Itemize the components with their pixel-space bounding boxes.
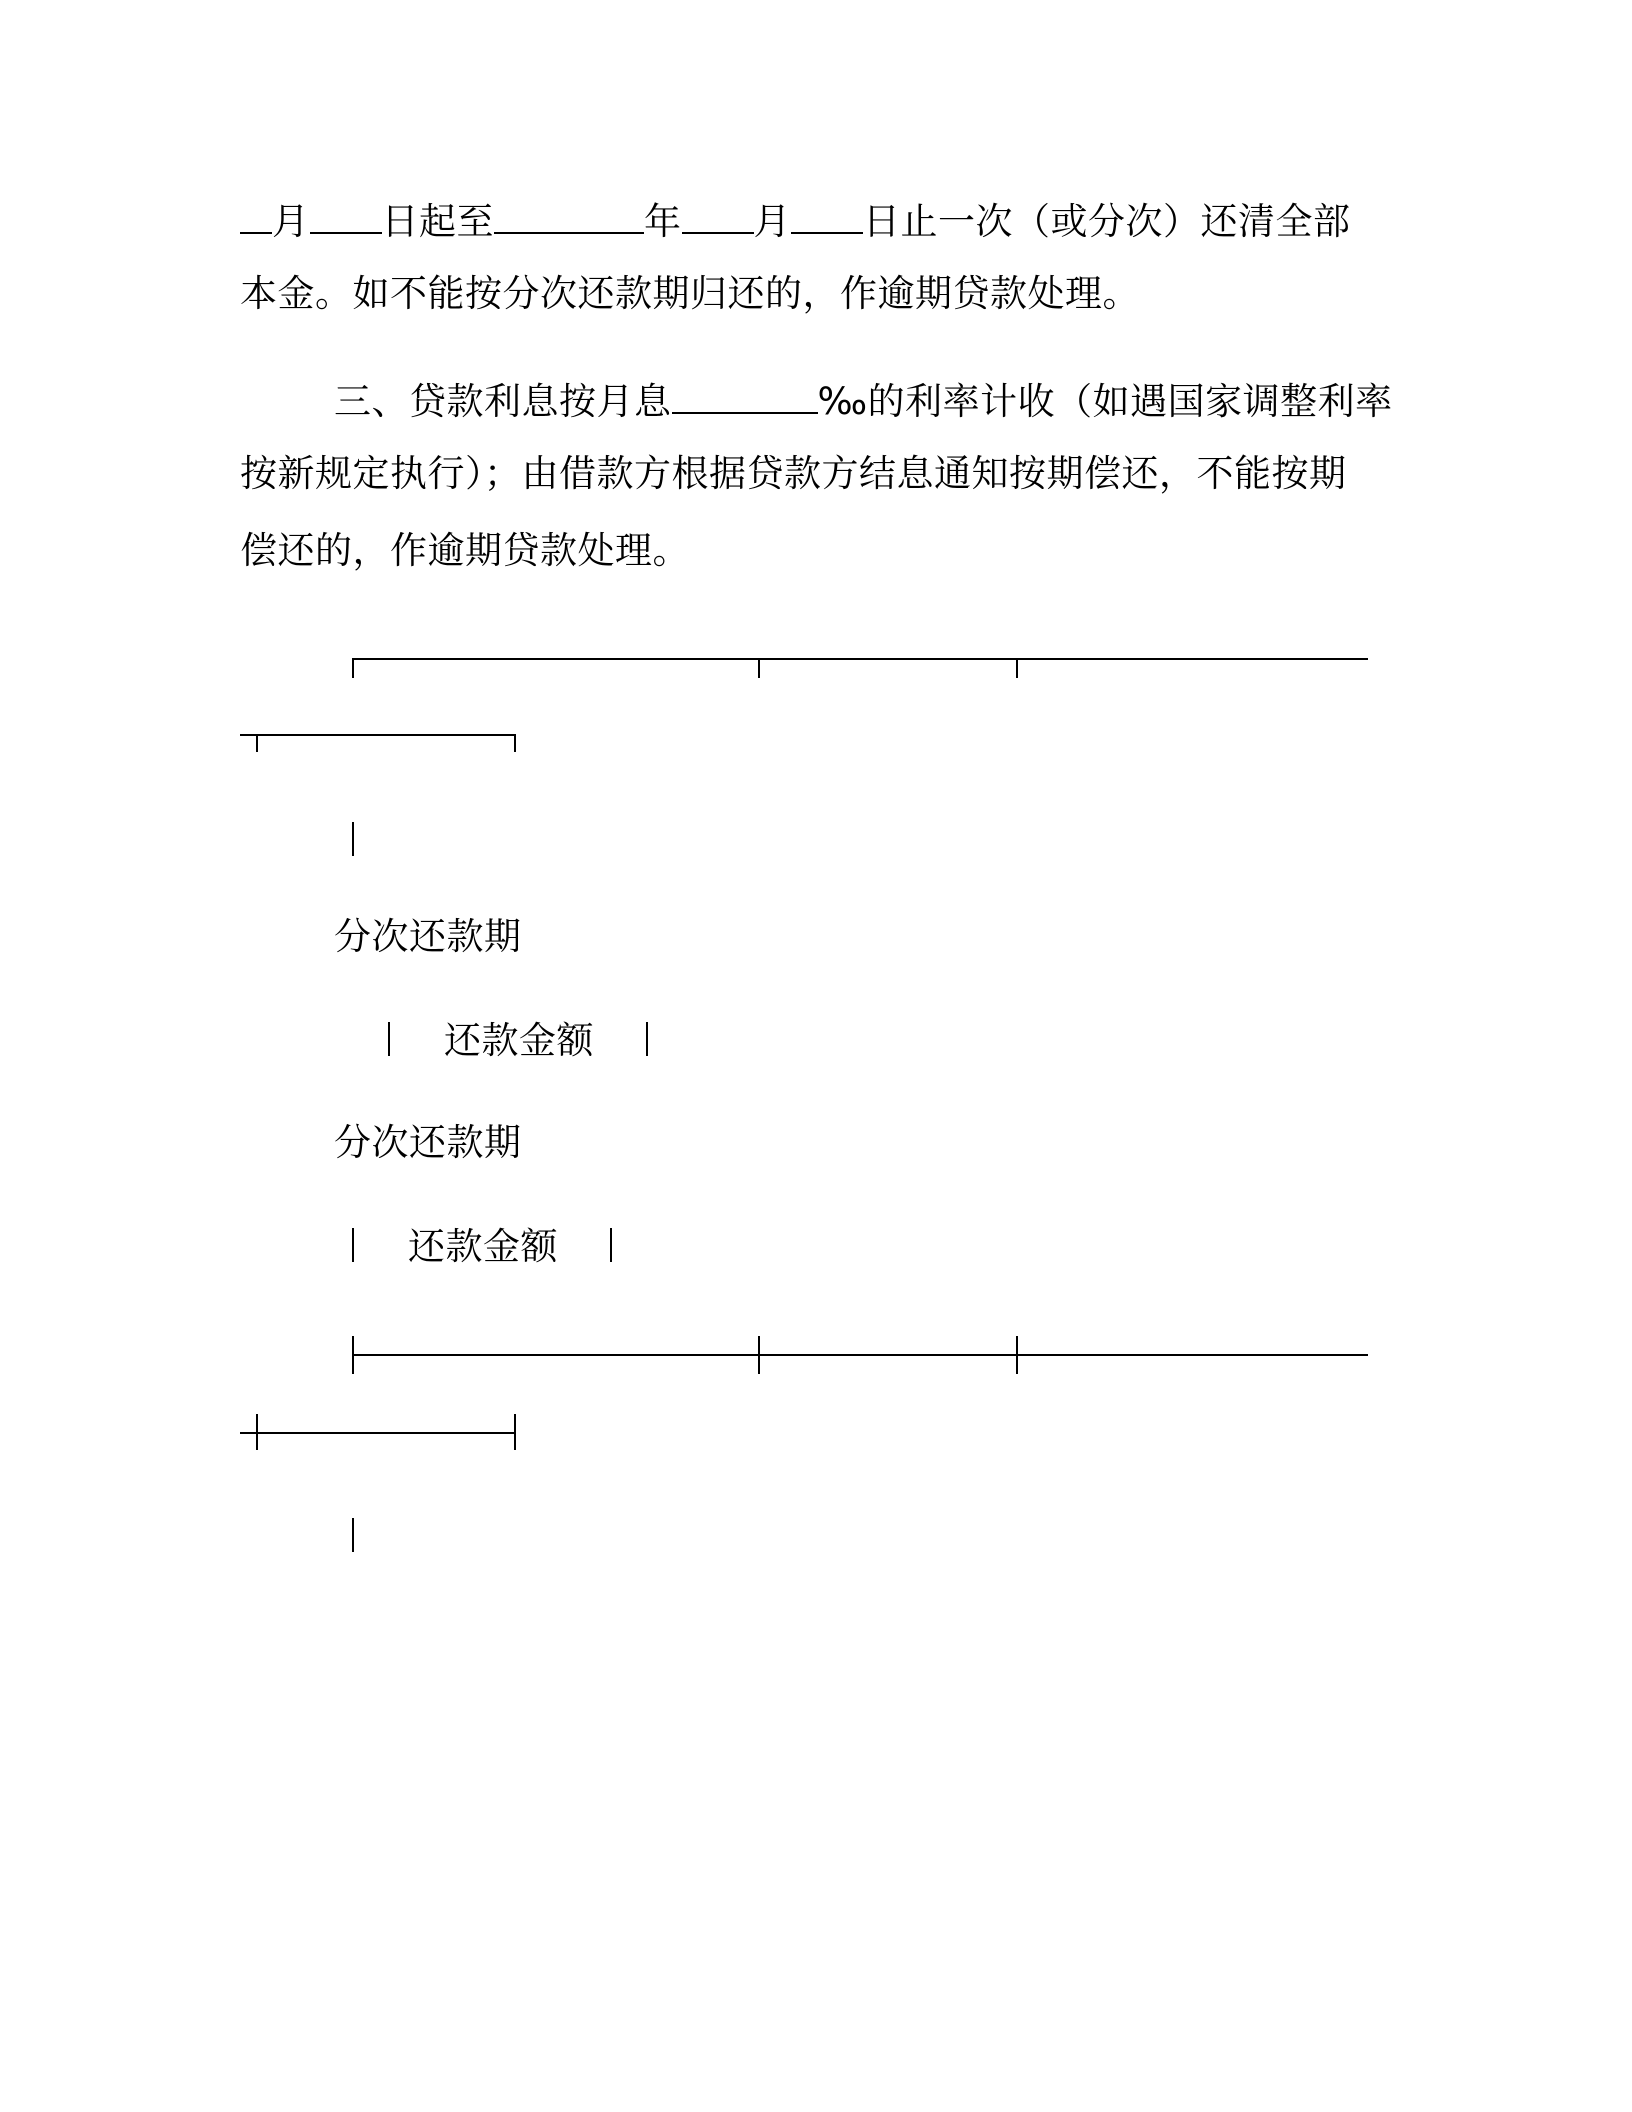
table-row-1-period-label: 分次还款期: [334, 915, 522, 958]
table-row-1-period: [334, 915, 522, 958]
table-row-1-amount-left-border: [388, 1022, 390, 1056]
text-interest-suffix: ‰的利率计收（如遇国家调整利率: [817, 380, 1393, 423]
table-top-left-tick-1: [256, 734, 258, 752]
repayment-period-line: [240, 198, 1351, 243]
interest-line-1: [334, 378, 1393, 423]
table-row-divider-2: [352, 1518, 354, 1552]
table-top-tick-3: [1016, 658, 1018, 678]
text-interest-line-2: 按新规定执行）；由借款方根据贷款方结息通知按期偿还，不能按期: [240, 452, 1347, 495]
text-interest-prefix: 三、贷款利息按月息: [334, 380, 672, 423]
table-row-2-period: [334, 1121, 522, 1164]
table-top-border-left: [240, 734, 516, 736]
table-top-tick-2: [758, 658, 760, 678]
blank-day-start: [310, 198, 382, 234]
text-year: 年: [644, 200, 682, 243]
blank-year-end: [494, 198, 644, 234]
table-mid-left-tick-2: [514, 1414, 516, 1450]
table-top-border: [352, 658, 1368, 660]
table-row-divider-1: [352, 822, 354, 856]
table-row-2-amount-left-border: [352, 1228, 354, 1262]
table-mid-border: [352, 1354, 1368, 1356]
table-top-tick-1: [352, 658, 354, 678]
blank-interest-rate: [672, 378, 818, 414]
table-row-1-amount-label: 还款金额: [444, 1019, 594, 1062]
blank-month-start: [240, 198, 272, 234]
table-row-2-amount-label: 还款金额: [408, 1225, 558, 1268]
text-day-from: 日起至: [381, 200, 494, 243]
table-row-1-amount: [444, 1019, 594, 1062]
blank-month-end: [682, 198, 754, 234]
table-mid-tick-1: [352, 1336, 354, 1374]
text-interest-line-3: 偿还的，作逾期贷款处理。: [240, 529, 690, 572]
text-repay-all: 日止一次（或分次）还清全部: [863, 200, 1351, 243]
text-month-end: 月: [753, 200, 791, 243]
principal-line: [240, 272, 1140, 315]
table-row-2-amount-right-border: [610, 1228, 612, 1262]
table-row-2-amount: [408, 1225, 558, 1268]
table-mid-border-left: [240, 1432, 516, 1434]
text-month: 月: [272, 200, 310, 243]
interest-line-3: [240, 529, 690, 572]
text-principal-overdue: 本金。如不能按分次还款期归还的，作逾期贷款处理。: [240, 272, 1140, 315]
table-row-1-amount-right-border: [646, 1022, 648, 1056]
table-row-2-period-label: 分次还款期: [334, 1121, 522, 1164]
table-top-left-tick-2: [514, 734, 516, 752]
table-mid-tick-3: [1016, 1336, 1018, 1374]
table-mid-left-tick-1: [256, 1414, 258, 1450]
table-mid-tick-2: [758, 1336, 760, 1374]
interest-line-2: [240, 452, 1347, 495]
blank-day-end: [791, 198, 863, 234]
